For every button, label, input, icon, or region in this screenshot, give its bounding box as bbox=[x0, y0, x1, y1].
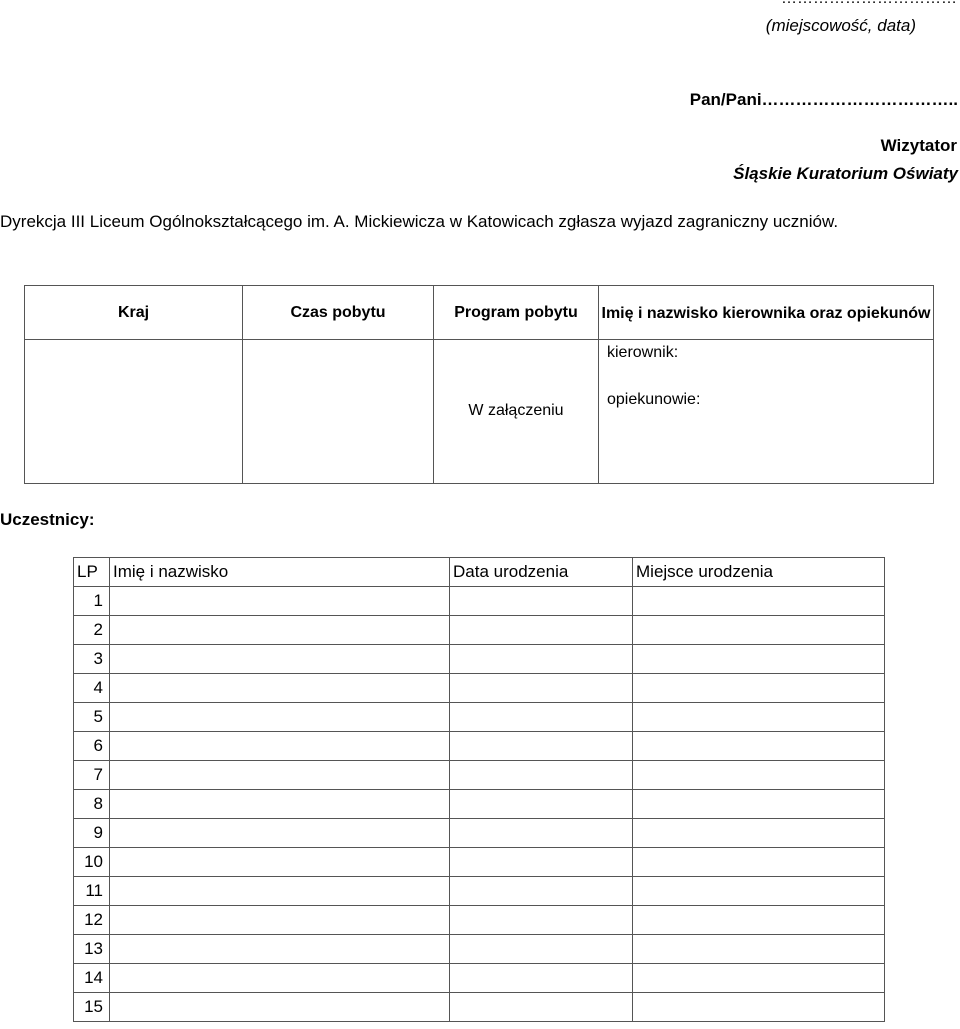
name-cell[interactable] bbox=[110, 674, 450, 703]
row-number: 1 bbox=[74, 587, 110, 616]
header-staff: Imię i nazwisko kierownika oraz opiekunów bbox=[599, 286, 934, 340]
header-name: Imię i nazwisko bbox=[110, 558, 450, 587]
birth-date-cell[interactable] bbox=[450, 732, 633, 761]
name-cell[interactable] bbox=[110, 587, 450, 616]
birth-date-cell[interactable] bbox=[450, 993, 633, 1022]
table-row bbox=[74, 993, 885, 1022]
name-cell[interactable] bbox=[110, 819, 450, 848]
row-number: 14 bbox=[74, 964, 110, 993]
birth-place-cell[interactable] bbox=[633, 848, 885, 877]
birth-date-cell[interactable] bbox=[450, 645, 633, 674]
salutation: Pan/Pani…………………………….. bbox=[689, 90, 958, 109]
birth-date-cell[interactable] bbox=[450, 587, 633, 616]
program-cell bbox=[434, 340, 599, 484]
name-cell[interactable] bbox=[110, 732, 450, 761]
name-cell[interactable] bbox=[110, 993, 450, 1022]
birth-place-cell[interactable] bbox=[633, 993, 885, 1022]
row-number: 15 bbox=[74, 993, 110, 1022]
birth-place-cell[interactable] bbox=[633, 964, 885, 993]
header-duration: Czas pobytu bbox=[243, 286, 434, 340]
row-number: 10 bbox=[74, 848, 110, 877]
name-cell[interactable] bbox=[110, 790, 450, 819]
table-row bbox=[74, 616, 885, 645]
participants-rows bbox=[74, 587, 885, 1022]
row-number: 12 bbox=[74, 906, 110, 935]
birth-place-cell[interactable] bbox=[633, 674, 885, 703]
table-row bbox=[74, 877, 885, 906]
row-number: 8 bbox=[74, 790, 110, 819]
guardians-label: opiekunowie: bbox=[607, 391, 701, 408]
table-row bbox=[74, 645, 885, 674]
birth-date-cell[interactable] bbox=[450, 906, 633, 935]
intro-paragraph: Dyrekcja III Liceum Ogólnokształcącego im. A. Mickiewicza w Katowicach zgłasza wyjazd zagraniczny uczniów. bbox=[0, 212, 839, 231]
table-row bbox=[74, 790, 885, 819]
name-cell[interactable] bbox=[110, 935, 450, 964]
table-row bbox=[74, 935, 885, 964]
birth-date-cell[interactable] bbox=[450, 674, 633, 703]
row-number: 7 bbox=[74, 761, 110, 790]
row-number: 11 bbox=[74, 877, 110, 906]
birth-place-cell[interactable] bbox=[633, 616, 885, 645]
name-cell[interactable] bbox=[110, 703, 450, 732]
header-program: Program pobytu bbox=[434, 286, 599, 340]
header-birth-place: Miejsce urodzenia bbox=[633, 558, 885, 587]
name-cell[interactable] bbox=[110, 761, 450, 790]
birth-date-cell[interactable] bbox=[450, 848, 633, 877]
name-cell[interactable] bbox=[110, 906, 450, 935]
row-number: 4 bbox=[74, 674, 110, 703]
table-row bbox=[74, 964, 885, 993]
birth-place-cell[interactable] bbox=[633, 877, 885, 906]
trip-body-row bbox=[25, 340, 934, 484]
table-row bbox=[74, 761, 885, 790]
birth-place-cell[interactable] bbox=[633, 761, 885, 790]
row-number: 13 bbox=[74, 935, 110, 964]
staff-cell[interactable] bbox=[599, 340, 934, 484]
table-row bbox=[74, 587, 885, 616]
name-cell[interactable] bbox=[110, 645, 450, 674]
header-birth-date: Data urodzenia bbox=[450, 558, 633, 587]
recipient-organization: Śląskie Kuratorium Oświaty bbox=[733, 164, 958, 183]
birth-date-cell[interactable] bbox=[450, 790, 633, 819]
recipient-title: Wizytator bbox=[880, 136, 957, 155]
participants-table bbox=[73, 557, 885, 1022]
name-cell[interactable] bbox=[110, 877, 450, 906]
row-number: 9 bbox=[74, 819, 110, 848]
participants-header-row bbox=[74, 558, 885, 587]
place-date-caption: (miejscowość, data) bbox=[765, 16, 916, 35]
table-row bbox=[74, 906, 885, 935]
birth-place-cell[interactable] bbox=[633, 587, 885, 616]
row-number: 2 bbox=[74, 616, 110, 645]
table-row bbox=[74, 848, 885, 877]
name-cell[interactable] bbox=[110, 848, 450, 877]
birth-place-cell[interactable] bbox=[633, 935, 885, 964]
table-row bbox=[74, 674, 885, 703]
duration-cell[interactable] bbox=[243, 340, 434, 484]
birth-place-cell[interactable] bbox=[633, 906, 885, 935]
table-row bbox=[74, 819, 885, 848]
header-country: Kraj bbox=[25, 286, 243, 340]
row-number: 5 bbox=[74, 703, 110, 732]
table-row bbox=[74, 732, 885, 761]
birth-place-cell[interactable] bbox=[633, 703, 885, 732]
leader-label: kierownik: bbox=[607, 344, 679, 361]
table-row bbox=[74, 703, 885, 732]
name-cell[interactable] bbox=[110, 964, 450, 993]
birth-date-cell[interactable] bbox=[450, 761, 633, 790]
birth-date-cell[interactable] bbox=[450, 964, 633, 993]
country-cell[interactable] bbox=[25, 340, 243, 484]
date-placeholder-dots bbox=[781, 0, 957, 8]
program-annex-note: W załączeniu bbox=[468, 402, 564, 419]
birth-date-cell[interactable] bbox=[450, 703, 633, 732]
birth-date-cell[interactable] bbox=[450, 819, 633, 848]
trip-header-row bbox=[25, 286, 934, 340]
birth-place-cell[interactable] bbox=[633, 819, 885, 848]
birth-place-cell[interactable] bbox=[633, 645, 885, 674]
trip-details-table bbox=[24, 285, 934, 484]
row-number: 6 bbox=[74, 732, 110, 761]
birth-date-cell[interactable] bbox=[450, 935, 633, 964]
birth-place-cell[interactable] bbox=[633, 732, 885, 761]
header-lp: LP bbox=[74, 558, 110, 587]
name-cell[interactable] bbox=[110, 616, 450, 645]
birth-date-cell[interactable] bbox=[450, 877, 633, 906]
birth-date-cell[interactable] bbox=[450, 616, 633, 645]
birth-place-cell[interactable] bbox=[633, 790, 885, 819]
participants-label: Uczestnicy: bbox=[0, 510, 95, 529]
row-number: 3 bbox=[74, 645, 110, 674]
